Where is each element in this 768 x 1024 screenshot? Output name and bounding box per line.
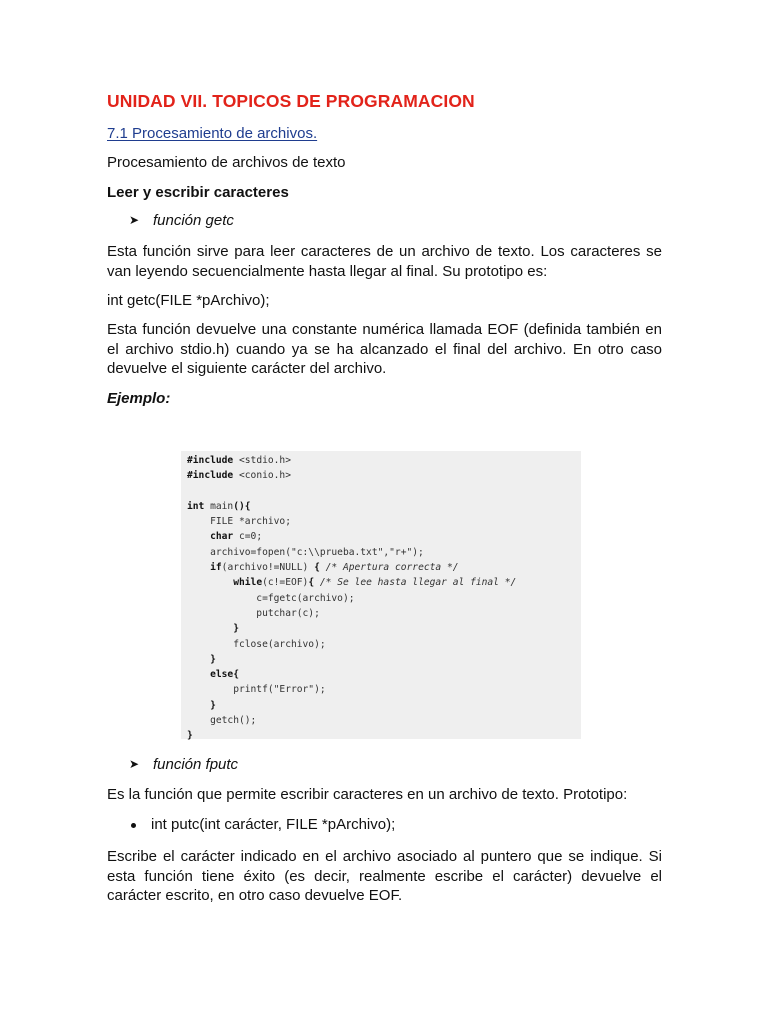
- code-token: int: [187, 500, 205, 512]
- code-token: else{: [210, 669, 239, 681]
- code-line: [187, 468, 581, 483]
- code-token: <conio.h>: [233, 470, 291, 482]
- code-token: [187, 531, 210, 542]
- code-token: archivo=fopen("c:\\prueba.txt","r+");: [187, 546, 424, 558]
- code-token: [187, 577, 233, 588]
- code-line: [187, 514, 581, 529]
- arrow-bullet-icon: ➤: [129, 757, 140, 771]
- code-token: {: [314, 562, 320, 574]
- code-token: [187, 654, 210, 665]
- code-line: [187, 698, 581, 713]
- bullet-text: función getc: [153, 212, 234, 229]
- code-token: /* Apertura correcta */: [325, 562, 459, 574]
- code-line: [187, 637, 581, 652]
- section-link[interactable]: 7.1 Procesamiento de archivos.: [107, 125, 318, 142]
- code-token: FILE *archivo;: [187, 516, 291, 528]
- code-token: /* Se lee hasta llegar al final */: [319, 577, 517, 589]
- code-token: }: [233, 623, 239, 635]
- subheading: Procesamiento de archivos de texto: [107, 154, 346, 171]
- code-token: c=0;: [233, 531, 263, 543]
- bullet-item-putc: [129, 816, 395, 833]
- code-token: printf("Error");: [187, 684, 326, 696]
- code-line: [187, 713, 581, 728]
- code-token: char: [210, 531, 234, 543]
- code-line: [187, 591, 581, 606]
- code-line: [187, 621, 581, 636]
- code-token: (c!=EOF): [262, 577, 309, 589]
- code-token: #include: [187, 455, 234, 466]
- code-token: }: [210, 653, 216, 665]
- code-token: }: [187, 730, 193, 742]
- code-token: [187, 623, 233, 634]
- code-token: #include: [187, 470, 234, 482]
- code-token: [187, 700, 210, 711]
- arrow-bullet-icon: ➤: [129, 213, 140, 227]
- bullet-item-getc: [129, 212, 234, 229]
- code-token: main: [204, 500, 234, 512]
- prototype-text: int getc(FILE *pArchivo);: [107, 292, 270, 309]
- code-line: [187, 606, 581, 621]
- code-token: [187, 669, 210, 680]
- example-label: Ejemplo:: [107, 390, 171, 407]
- code-token: c=fgetc(archivo);: [187, 592, 355, 604]
- bullet-text: función fputc: [153, 756, 239, 773]
- code-line: [187, 529, 581, 544]
- code-token: (archivo!=NULL): [221, 562, 315, 574]
- page-title: UNIDAD VII. TOPICOS DE PROGRAMACION: [107, 91, 475, 111]
- code-line: [187, 728, 581, 743]
- bold-heading: Leer y escribir caracteres: [107, 184, 289, 201]
- code-example-image: [181, 451, 581, 742]
- code-token: getch();: [187, 715, 257, 727]
- code-line: [187, 545, 581, 560]
- code-token: putchar(c);: [187, 607, 320, 619]
- code-token: <stdio.h>: [233, 455, 291, 466]
- paragraph: Esta función devuelve una constante numérica llamada EOF (definida también en el archivo stdio.h) cuando ya se ha alcanzado el final del archivo. En otro caso devuelve el siguiente carácter del archivo.: [107, 321, 662, 377]
- code-token: fclose(archivo);: [187, 638, 326, 650]
- bullet-text: int putc(int carácter, FILE *pArchivo);: [151, 816, 396, 833]
- code-token: (){: [233, 500, 251, 512]
- code-line: [187, 484, 581, 499]
- code-token: {: [308, 577, 315, 589]
- code-token: while: [233, 577, 263, 589]
- code-line: [187, 682, 581, 697]
- code-line: [187, 575, 581, 590]
- bullet-item-fputc: [129, 756, 238, 773]
- bullet-dot-icon: [129, 816, 151, 833]
- code-token: }: [210, 699, 216, 711]
- code-token: [187, 562, 210, 573]
- code-line: [187, 499, 581, 514]
- code-line: [187, 560, 581, 575]
- paragraph: Es la función que permite escribir caracteres en un archivo de texto. Prototipo:: [107, 786, 628, 803]
- code-line: [187, 652, 581, 667]
- paragraph: Esta función sirve para leer caracteres de un archivo de texto. Los caracteres se van leyendo secuencialmente hasta llegar al final. Su prototipo es:: [107, 243, 662, 280]
- code-token: if: [210, 562, 222, 574]
- code-line: [187, 667, 581, 682]
- paragraph: Escribe el carácter indicado en el archivo asociado al puntero que se indique. Si esta función tiene éxito (es decir, realmente escribe el carácter) devuelve el carácter escrito, en otro caso devuelve EOF.: [107, 848, 662, 904]
- code-line: [187, 453, 581, 468]
